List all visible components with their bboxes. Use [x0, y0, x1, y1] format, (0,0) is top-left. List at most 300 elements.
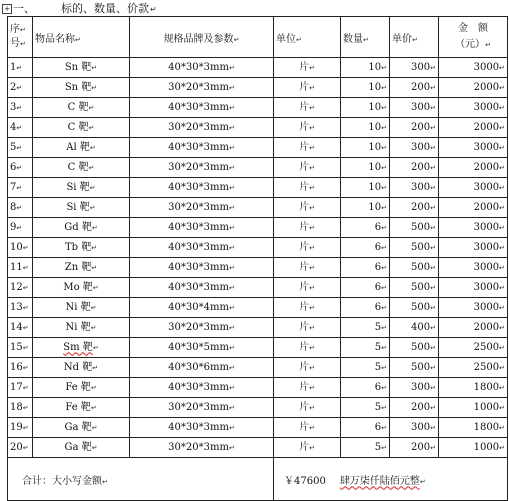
item-unit-cell	[274, 278, 341, 298]
item-qty-cell	[341, 258, 390, 278]
item-qty: 6	[374, 381, 382, 393]
cell-end-mark-icon: ↵	[381, 143, 387, 152]
item-spec-cell	[130, 118, 274, 138]
cell-end-mark-icon: ↵	[381, 103, 387, 112]
item-spec: 40*30*3mm	[168, 261, 229, 273]
item-unit: 片	[299, 301, 310, 313]
cell-end-mark-icon: ↵	[430, 403, 436, 412]
item-amount: 2000	[473, 321, 500, 333]
row-index-cell	[8, 318, 33, 338]
table-row	[8, 198, 508, 218]
item-spec-cell	[130, 218, 274, 238]
table-row	[8, 298, 508, 318]
header-name: 物品名称↵	[33, 17, 130, 58]
table-row	[8, 278, 508, 298]
cell-end-mark-icon: ↵	[309, 363, 315, 372]
item-name-cell	[33, 398, 130, 418]
table-anchor-icon[interactable]: +	[2, 4, 12, 14]
item-amount: 2500	[473, 361, 500, 373]
item-qty: 5	[374, 401, 382, 413]
cell-end-mark-icon: ↵	[89, 203, 96, 212]
item-price: 500	[411, 281, 431, 293]
item-name-cell	[33, 178, 130, 198]
row-index: 15	[10, 341, 23, 353]
cell-end-mark-icon: ↵	[228, 303, 235, 312]
item-unit: 片	[299, 441, 310, 453]
cell-end-mark-icon: ↵	[228, 283, 235, 292]
item-name: Fe 靶	[65, 381, 91, 393]
row-index: 6	[10, 161, 17, 173]
item-qty: 10	[368, 81, 382, 93]
item-price-cell	[390, 178, 439, 198]
header-price: 单价↵	[390, 17, 439, 58]
item-name: Nd 靶	[63, 361, 93, 373]
item-spec-cell	[130, 418, 274, 438]
table-row	[8, 258, 508, 278]
item-qty: 10	[368, 121, 382, 133]
cell-end-mark-icon: ↵	[92, 363, 99, 372]
item-spec: 30*20*3mm	[168, 401, 229, 413]
item-price-cell	[390, 438, 439, 458]
item-name: Ga 靶	[64, 441, 92, 453]
row-index-cell	[8, 438, 33, 458]
item-spec-cell	[130, 138, 274, 158]
cell-end-mark-icon: ↵	[381, 123, 387, 132]
cell-end-mark-icon: ↵	[499, 383, 505, 392]
item-qty: 5	[374, 321, 382, 333]
item-spec: 30*20*3mm	[168, 201, 229, 213]
item-spec: 40*30*4mm	[168, 301, 229, 313]
item-spec-cell	[130, 278, 274, 298]
cell-end-mark-icon: ↵	[381, 63, 387, 72]
paragraph-mark-icon: ↵	[150, 5, 157, 14]
item-qty-cell	[341, 158, 390, 178]
item-spec: 30*20*3mm	[168, 161, 229, 173]
section-heading	[2, 1, 157, 17]
cell-end-mark-icon: ↵	[381, 303, 387, 312]
item-price: 200	[411, 121, 431, 133]
item-amount: 3000	[473, 241, 500, 253]
item-amount-cell	[439, 218, 508, 238]
cell-end-mark-icon: ↵	[91, 423, 98, 432]
item-unit: 片	[299, 381, 310, 393]
item-name-cell	[33, 158, 130, 178]
cell-end-mark-icon: ↵	[228, 363, 235, 372]
cell-end-mark-icon: ↵	[381, 363, 387, 372]
item-price-cell	[390, 158, 439, 178]
cell-end-mark-icon: ↵	[22, 283, 29, 292]
total-label-cell: 合计：大小写金额↵	[8, 458, 274, 501]
item-unit-cell	[274, 78, 341, 98]
item-unit-cell	[274, 318, 341, 338]
cell-end-mark-icon: ↵	[499, 283, 505, 292]
item-unit-cell	[274, 438, 341, 458]
item-spec-cell	[130, 378, 274, 398]
item-amount: 3000	[473, 101, 500, 113]
item-qty: 6	[374, 301, 382, 313]
item-price-cell	[390, 218, 439, 238]
cell-end-mark-icon: ↵	[499, 183, 505, 192]
item-name-cell	[33, 438, 130, 458]
row-index-cell	[8, 378, 33, 398]
item-amount: 3000	[473, 261, 500, 273]
item-spec: 40*30*3mm	[168, 181, 229, 193]
cell-end-mark-icon: ↵	[430, 203, 436, 212]
row-index: 5	[10, 141, 17, 153]
item-amount: 3000	[473, 301, 500, 313]
item-spec-cell	[130, 178, 274, 198]
row-index: 11	[10, 261, 23, 273]
item-name: Al 靶	[66, 141, 90, 153]
cell-end-mark-icon: ↵	[499, 103, 505, 112]
item-price-cell	[390, 78, 439, 98]
items-table	[7, 16, 508, 501]
table-row	[8, 218, 508, 238]
item-price: 500	[411, 301, 431, 313]
cell-end-mark-icon: ↵	[499, 263, 505, 272]
item-spec: 40*30*6mm	[168, 361, 229, 373]
row-index: 12	[10, 281, 23, 293]
item-spec: 30*20*3mm	[168, 81, 229, 93]
item-qty-cell	[341, 418, 390, 438]
item-name: Sn 靶	[64, 81, 92, 93]
item-unit-cell	[274, 58, 341, 78]
item-unit-cell	[274, 358, 341, 378]
item-price: 400	[411, 321, 431, 333]
cell-end-mark-icon: ↵	[381, 163, 387, 172]
cell-end-mark-icon: ↵	[309, 383, 315, 392]
cell-end-mark-icon: ↵	[228, 423, 235, 432]
cell-end-mark-icon: ↵	[309, 263, 315, 272]
item-unit-cell	[274, 258, 341, 278]
cell-end-mark-icon: ↵	[90, 403, 97, 412]
item-amount-cell	[439, 98, 508, 118]
cell-end-mark-icon: ↵	[499, 63, 505, 72]
cell-end-mark-icon: ↵	[499, 443, 505, 452]
table-row	[8, 318, 508, 338]
cell-end-mark-icon: ↵	[430, 163, 436, 172]
item-qty-cell	[341, 78, 390, 98]
item-amount: 3000	[473, 181, 500, 193]
cell-end-mark-icon: ↵	[91, 63, 98, 72]
cell-end-mark-icon: ↵	[91, 243, 98, 252]
item-amount: 3000	[473, 221, 500, 233]
cell-end-mark-icon: ↵	[309, 143, 315, 152]
header-qty: 数量↵	[341, 17, 390, 58]
table-row	[8, 398, 508, 418]
cell-end-mark-icon: ↵	[16, 143, 23, 152]
item-amount-cell	[439, 418, 508, 438]
item-spec: 40*30*3mm	[168, 421, 229, 433]
cell-end-mark-icon: ↵	[309, 63, 315, 72]
cell-end-mark-icon: ↵	[309, 103, 315, 112]
item-unit-cell	[274, 338, 341, 358]
cell-end-mark-icon: ↵	[309, 303, 315, 312]
item-spec: 40*30*3mm	[168, 381, 229, 393]
item-spec-cell	[130, 438, 274, 458]
item-name-cell	[33, 318, 130, 338]
item-unit: 片	[299, 241, 310, 253]
item-name: Si 靶	[66, 181, 90, 193]
cell-end-mark-icon: ↵	[309, 403, 315, 412]
item-amount-cell	[439, 238, 508, 258]
row-index: 1	[10, 61, 17, 73]
item-qty: 10	[368, 201, 382, 213]
row-index-cell	[8, 338, 33, 358]
header-unit: 单位↵	[274, 17, 341, 58]
item-amount: 1800	[473, 421, 500, 433]
item-spec-cell	[130, 318, 274, 338]
item-price: 300	[411, 381, 431, 393]
cell-end-mark-icon: ↵	[430, 383, 436, 392]
cell-end-mark-icon: ↵	[88, 163, 95, 172]
row-index: 20	[10, 441, 23, 453]
item-name-cell	[33, 278, 130, 298]
row-index-cell	[8, 298, 33, 318]
item-price-cell	[390, 118, 439, 138]
item-qty-cell	[341, 98, 390, 118]
cell-end-mark-icon: ↵	[228, 143, 235, 152]
item-price: 300	[411, 141, 431, 153]
item-qty: 6	[374, 261, 382, 273]
item-qty-cell	[341, 178, 390, 198]
cell-end-mark-icon: ↵	[22, 403, 29, 412]
cell-end-mark-icon: ↵	[90, 323, 97, 332]
item-price: 500	[411, 261, 431, 273]
item-price-cell	[390, 278, 439, 298]
item-name: Ga 靶	[64, 421, 92, 433]
cell-end-mark-icon: ↵	[430, 103, 436, 112]
item-unit-cell	[274, 158, 341, 178]
item-spec: 40*30*3mm	[168, 61, 229, 73]
table-row	[8, 78, 508, 98]
item-price: 500	[411, 221, 431, 233]
item-qty: 10	[368, 181, 382, 193]
item-unit-cell	[274, 378, 341, 398]
cell-end-mark-icon: ↵	[309, 423, 315, 432]
item-unit-cell	[274, 198, 341, 218]
cell-end-mark-icon: ↵	[499, 143, 505, 152]
table-row	[8, 378, 508, 398]
item-spec-cell	[130, 158, 274, 178]
item-amount-cell	[439, 258, 508, 278]
cell-end-mark-icon: ↵	[499, 243, 505, 252]
item-unit: 片	[299, 361, 310, 373]
item-amount-cell	[439, 338, 508, 358]
item-qty: 5	[374, 441, 382, 453]
item-amount-cell	[439, 118, 508, 138]
cell-end-mark-icon: ↵	[22, 383, 29, 392]
cell-end-mark-icon: ↵	[499, 363, 505, 372]
cell-end-mark-icon: ↵	[381, 223, 387, 232]
item-spec-cell	[130, 298, 274, 318]
item-price-cell	[390, 398, 439, 418]
item-amount: 2000	[473, 121, 500, 133]
cell-end-mark-icon: ↵	[381, 183, 387, 192]
cell-end-mark-icon: ↵	[499, 163, 505, 172]
section-number: 一、	[13, 2, 35, 15]
cell-end-mark-icon: ↵	[16, 223, 23, 232]
cell-end-mark-icon: ↵	[381, 423, 387, 432]
cell-end-mark-icon: ↵	[22, 323, 29, 332]
item-price: 200	[411, 161, 431, 173]
table-row	[8, 158, 508, 178]
row-index: 3	[10, 101, 17, 113]
item-spec-cell	[130, 398, 274, 418]
cell-end-mark-icon: ↵	[16, 63, 23, 72]
item-amount: 1000	[473, 441, 500, 453]
item-unit-cell	[274, 98, 341, 118]
item-price-cell	[390, 198, 439, 218]
cell-end-mark-icon: ↵	[430, 143, 436, 152]
cell-end-mark-icon: ↵	[499, 83, 505, 92]
item-amount: 2000	[473, 201, 500, 213]
item-price: 300	[411, 181, 431, 193]
item-amount: 1800	[473, 381, 500, 393]
item-qty-cell	[341, 378, 390, 398]
cell-end-mark-icon: ↵	[381, 263, 387, 272]
item-price-cell	[390, 138, 439, 158]
header-index: 序↵ 号↵	[8, 17, 33, 58]
item-name: Ni 靶	[65, 301, 91, 313]
item-amount: 2500	[473, 341, 500, 353]
item-unit: 片	[299, 61, 310, 73]
cell-end-mark-icon: ↵	[228, 163, 235, 172]
item-qty: 6	[374, 221, 382, 233]
cell-end-mark-icon: ↵	[91, 443, 98, 452]
item-price: 500	[411, 341, 431, 353]
item-unit: 片	[299, 121, 310, 133]
item-amount-cell	[439, 138, 508, 158]
item-spec: 30*20*3mm	[168, 441, 229, 453]
item-name: Gd 靶	[64, 221, 92, 233]
cell-end-mark-icon: ↵	[228, 183, 235, 192]
item-spec-cell	[130, 338, 274, 358]
item-price-cell	[390, 318, 439, 338]
item-unit-cell	[274, 138, 341, 158]
item-qty-cell	[341, 238, 390, 258]
cell-end-mark-icon: ↵	[16, 83, 23, 92]
row-index-cell	[8, 358, 33, 378]
item-name: Si 靶	[66, 201, 90, 213]
cell-end-mark-icon: ↵	[309, 83, 315, 92]
cell-end-mark-icon: ↵	[88, 103, 95, 112]
cell-end-mark-icon: ↵	[309, 443, 315, 452]
row-index-cell	[8, 238, 33, 258]
row-index-cell	[8, 418, 33, 438]
cell-end-mark-icon: ↵	[228, 83, 235, 92]
cell-end-mark-icon: ↵	[430, 83, 436, 92]
header-row	[8, 17, 508, 58]
cell-end-mark-icon: ↵	[92, 283, 99, 292]
item-name-cell	[33, 298, 130, 318]
item-qty-cell	[341, 278, 390, 298]
row-index-cell	[8, 98, 33, 118]
row-index-cell	[8, 158, 33, 178]
item-name-cell	[33, 98, 130, 118]
item-price: 500	[411, 241, 431, 253]
cell-end-mark-icon: ↵	[22, 363, 29, 372]
item-spec: 30*20*3mm	[168, 321, 229, 333]
item-qty-cell	[341, 198, 390, 218]
item-spec: 40*30*3mm	[168, 241, 229, 253]
item-price: 300	[411, 61, 431, 73]
item-price-cell	[390, 258, 439, 278]
cell-end-mark-icon: ↵	[309, 343, 315, 352]
item-qty: 10	[368, 61, 382, 73]
item-price-cell	[390, 418, 439, 438]
cell-end-mark-icon: ↵	[228, 103, 235, 112]
item-price: 200	[411, 401, 431, 413]
cell-end-mark-icon: ↵	[91, 263, 98, 272]
total-row	[8, 458, 508, 501]
item-price-cell	[390, 298, 439, 318]
item-unit: 片	[299, 321, 310, 333]
table-row	[8, 438, 508, 458]
item-qty: 10	[368, 141, 382, 153]
cell-end-mark-icon: ↵	[309, 203, 315, 212]
row-index-cell	[8, 178, 33, 198]
cell-end-mark-icon: ↵	[228, 263, 235, 272]
row-index: 18	[10, 401, 23, 413]
item-name-cell	[33, 58, 130, 78]
item-spec-cell	[130, 258, 274, 278]
item-qty: 5	[374, 361, 382, 373]
row-index-cell	[8, 258, 33, 278]
row-index: 19	[10, 421, 23, 433]
cell-end-mark-icon: ↵	[430, 263, 436, 272]
item-unit: 片	[299, 81, 310, 93]
item-name-cell	[33, 338, 130, 358]
row-index-cell	[8, 398, 33, 418]
row-index: 7	[10, 181, 17, 193]
header-spec: 规格品牌及参数↵	[130, 17, 274, 58]
cell-end-mark-icon: ↵	[381, 283, 387, 292]
item-name: Zn 靶	[64, 261, 92, 273]
cell-end-mark-icon: ↵	[499, 123, 505, 132]
item-amount: 2000	[473, 81, 500, 93]
row-index: 17	[10, 381, 23, 393]
item-qty: 10	[368, 101, 382, 113]
item-qty: 10	[368, 161, 382, 173]
cell-end-mark-icon: ↵	[228, 243, 235, 252]
row-index: 16	[10, 361, 23, 373]
item-price-cell	[390, 98, 439, 118]
cell-end-mark-icon: ↵	[309, 183, 315, 192]
cell-end-mark-icon: ↵	[381, 243, 387, 252]
cell-end-mark-icon: ↵	[16, 163, 23, 172]
cell-end-mark-icon: ↵	[499, 343, 505, 352]
table-row	[8, 358, 508, 378]
cell-end-mark-icon: ↵	[89, 183, 96, 192]
item-price: 200	[411, 441, 431, 453]
cell-end-mark-icon: ↵	[22, 443, 29, 452]
item-price-cell	[390, 358, 439, 378]
item-unit-cell	[274, 418, 341, 438]
item-spec-cell	[130, 58, 274, 78]
table-row	[8, 98, 508, 118]
item-name: Fe 靶	[65, 401, 91, 413]
item-qty: 6	[374, 241, 382, 253]
cell-end-mark-icon: ↵	[430, 183, 436, 192]
cell-end-mark-icon: ↵	[309, 323, 315, 332]
row-index-cell	[8, 118, 33, 138]
item-qty-cell	[341, 438, 390, 458]
item-unit-cell	[274, 218, 341, 238]
row-index: 2	[10, 81, 17, 93]
row-index: 13	[10, 301, 23, 313]
item-amount-cell	[439, 398, 508, 418]
